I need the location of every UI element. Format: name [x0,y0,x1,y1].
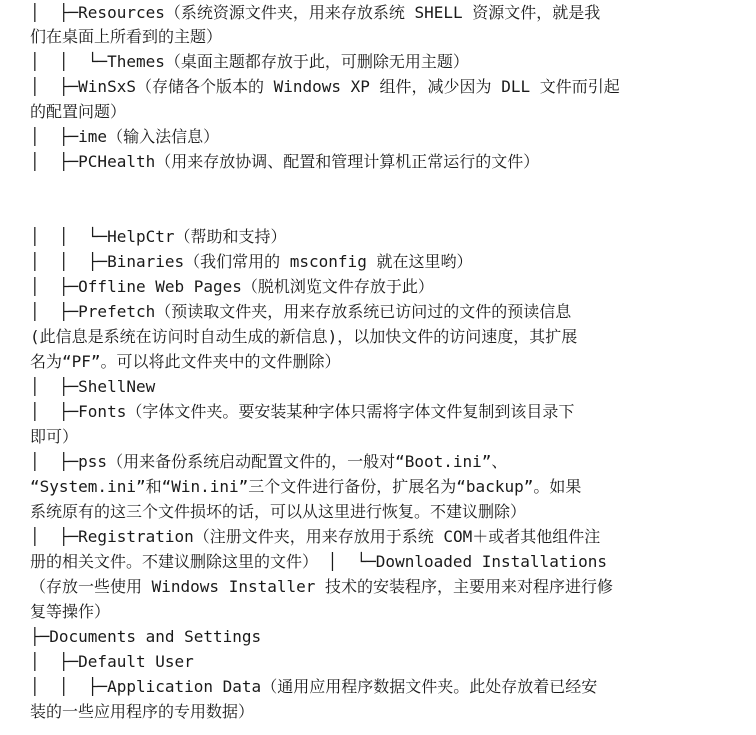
text-line: │ ├─Resources（系统资源文件夹，用来存放系统 SHELL 资源文件，就是我 [30,3,601,22]
text-line: │ ├─pss（用来备份系统启动配置文件的，一般对“Boot.ini”、 [30,452,508,471]
text-line [30,174,730,199]
text-line: 即可） [30,427,79,446]
text-line: 复等操作） [30,602,111,621]
text-line: │ ├─ShellNew [30,377,156,396]
text-line: │ ├─WinSxS（存储各个版本的 Windows XP 组件，减少因为 DLL 文件而引起 [30,77,620,96]
text-line: 的配置问题） [30,102,127,121]
text-line: │ ├─ime（输入法信息） [30,127,220,146]
text-line: │ ├─Offline Web Pages（脱机浏览文件存放于此） [30,277,434,296]
text-line: │ │ ├─Binaries（我们常用的 msconfig 就在这里哟） [30,252,473,271]
text-line: 系统原有的这三个文件损坏的话，可以从这里进行恢复。不建议删除） [30,502,527,521]
text-line: （存放一些使用 Windows Installer 技术的安装程序，主要用来对程序进行修 [30,577,614,596]
text-line: │ │ └─Themes（桌面主题都存放于此，可删除无用主题） [30,52,469,71]
text-line: 名为“PF”。可以将此文件夹中的文件删除） [30,352,341,371]
text-line [30,199,730,224]
text-line: │ ├─Prefetch（预读取文件夹，用来存放系统已访问过的文件的预读信息 [30,302,572,321]
text-line: │ │ └─HelpCtr（帮助和支持） [30,227,287,246]
text-line: │ ├─Registration（注册文件夹，用来存放用于系统 COM＋或者其他组件注 [30,527,601,546]
text-line: │ │ ├─Application Data（通用应用程序数据文件夹。此处存放着已经安 [30,677,598,696]
text-line: │ ├─Default User [30,652,194,671]
text-line: 装的一些应用程序的专用数据） [30,702,255,721]
text-line: │ ├─PCHealth（用来存放协调、配置和管理计算机正常运行的文件） [30,152,540,171]
text-line: (此信息是系统在访问时自动生成的新信息)，以加快文件的访问速度，其扩展 [30,327,578,346]
text-line: 们在桌面上所看到的主题） [30,27,223,46]
text-line: 册的相关文件。不建议删除这里的文件） │ └─Downloaded Installations [30,552,607,571]
text-line: ├─Documents and Settings [30,627,262,646]
text-line: “System.ini”和“Win.ini”三个文件进行备份，扩展名为“backup”。如果 [30,477,582,496]
text-line: │ ├─Fonts（字体文件夹。要安装某种字体只需将字体文件复制到该目录下 [30,402,575,421]
